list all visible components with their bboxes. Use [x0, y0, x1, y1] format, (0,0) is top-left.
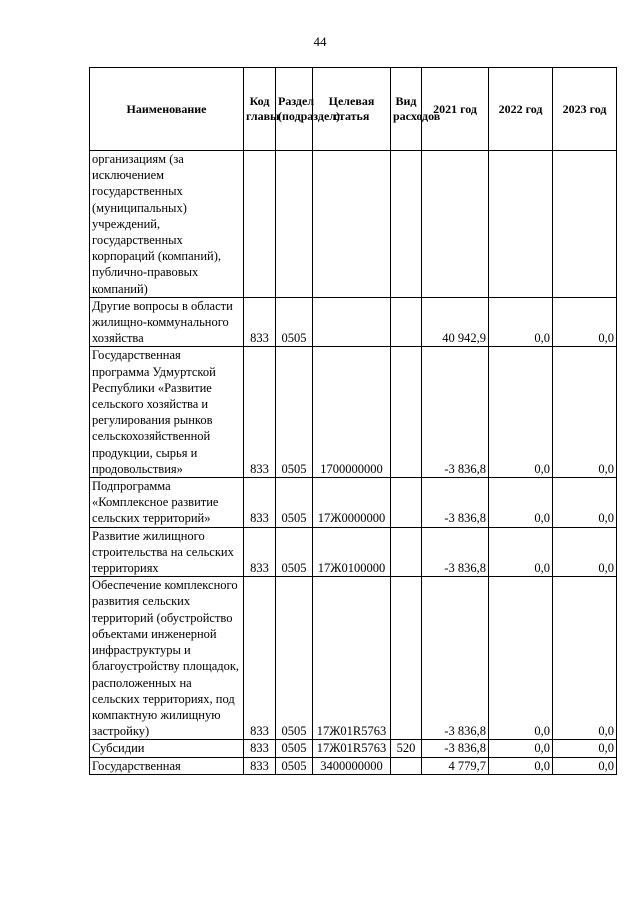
cell-name: Субсидии	[90, 740, 244, 757]
cell-glava: 833	[244, 740, 276, 757]
cell-2021: 4 779,7	[422, 757, 489, 774]
cell-2021: -3 836,8	[422, 740, 489, 757]
header-vid: Вид расходов	[391, 68, 422, 151]
cell-2023	[553, 151, 617, 298]
cell-2022	[489, 151, 553, 298]
cell-2022: 0,0	[489, 577, 553, 740]
cell-vid: 520	[391, 740, 422, 757]
cell-2021	[422, 151, 489, 298]
cell-2021: 40 942,9	[422, 297, 489, 347]
cell-razdel: 0505	[276, 478, 313, 528]
header-2021: 2021 год	[422, 68, 489, 151]
cell-2021: -3 836,8	[422, 347, 489, 478]
table-row	[90, 347, 617, 478]
cell-2022: 0,0	[489, 297, 553, 347]
cell-name: Обеспечение комплексного развития сельских территорий (обустройство объектами инженерной инфраструктуры и благоустройству площадок, расположенных на сельских территориях, под компактную жилищную застройку)	[90, 577, 244, 740]
cell-target: 17Ж0000000	[313, 478, 391, 528]
cell-razdel	[276, 151, 313, 298]
cell-vid	[391, 577, 422, 740]
cell-2023: 0,0	[553, 527, 617, 577]
cell-name: организациям (за исключением государственных (муниципальных) учреждений, государственных корпораций (компаний), публично-правовых компаний)	[90, 151, 244, 298]
header-glava: Код главы	[244, 68, 276, 151]
cell-razdel: 0505	[276, 347, 313, 478]
cell-razdel: 0505	[276, 577, 313, 740]
cell-2022: 0,0	[489, 757, 553, 774]
cell-razdel: 0505	[276, 740, 313, 757]
table-row	[90, 577, 617, 740]
cell-target: 17Ж0100000	[313, 527, 391, 577]
cell-target: 17Ж01R5763	[313, 740, 391, 757]
cell-glava: 833	[244, 347, 276, 478]
cell-2022: 0,0	[489, 478, 553, 528]
header-2023: 2023 год	[553, 68, 617, 151]
table-row	[90, 757, 617, 774]
cell-2023: 0,0	[553, 478, 617, 528]
header-row	[90, 68, 617, 151]
cell-2021: -3 836,8	[422, 577, 489, 740]
cell-razdel: 0505	[276, 757, 313, 774]
cell-glava	[244, 151, 276, 298]
cell-target	[313, 297, 391, 347]
cell-target: 1700000000	[313, 347, 391, 478]
cell-vid	[391, 478, 422, 528]
cell-glava: 833	[244, 478, 276, 528]
cell-glava: 833	[244, 527, 276, 577]
cell-2023: 0,0	[553, 757, 617, 774]
cell-vid	[391, 151, 422, 298]
cell-2021: -3 836,8	[422, 478, 489, 528]
cell-name: Государственная	[90, 757, 244, 774]
cell-name: Другие вопросы в области жилищно-коммунального хозяйства	[90, 297, 244, 347]
header-name: Наименование	[90, 68, 244, 151]
cell-glava: 833	[244, 577, 276, 740]
cell-glava: 833	[244, 297, 276, 347]
table-body	[90, 151, 617, 775]
cell-target: 17Ж01R5763	[313, 577, 391, 740]
budget-table	[89, 67, 617, 775]
page-number: 44	[313, 34, 327, 49]
table-row	[90, 151, 617, 298]
cell-name: Государственная программа Удмуртской Республики «Развитие сельского хозяйства и регулирования рынков сельскохозяйственной продукции, сырья и продовольствия»	[90, 347, 244, 478]
table-row	[90, 740, 617, 757]
cell-vid	[391, 527, 422, 577]
cell-2022: 0,0	[489, 740, 553, 757]
cell-razdel: 0505	[276, 527, 313, 577]
cell-target	[313, 151, 391, 298]
cell-2022: 0,0	[489, 347, 553, 478]
cell-razdel: 0505	[276, 297, 313, 347]
cell-vid	[391, 347, 422, 478]
cell-2023: 0,0	[553, 347, 617, 478]
cell-name: Подпрограмма «Комплексное развитие сельских территорий»	[90, 478, 244, 528]
cell-name: Развитие жилищного строительства на сельских территориях	[90, 527, 244, 577]
table-header	[90, 68, 617, 151]
header-target: Целевая статья	[313, 68, 391, 151]
cell-glava: 833	[244, 757, 276, 774]
table-row	[90, 527, 617, 577]
header-2022: 2022 год	[489, 68, 553, 151]
cell-vid	[391, 757, 422, 774]
table-row	[90, 297, 617, 347]
table-row	[90, 478, 617, 528]
cell-vid	[391, 297, 422, 347]
cell-2023: 0,0	[553, 577, 617, 740]
cell-2021: -3 836,8	[422, 527, 489, 577]
header-razdel: Раздел (подраздел)	[276, 68, 313, 151]
cell-2023: 0,0	[553, 297, 617, 347]
cell-target: 3400000000	[313, 757, 391, 774]
cell-2022: 0,0	[489, 527, 553, 577]
cell-2023: 0,0	[553, 740, 617, 757]
